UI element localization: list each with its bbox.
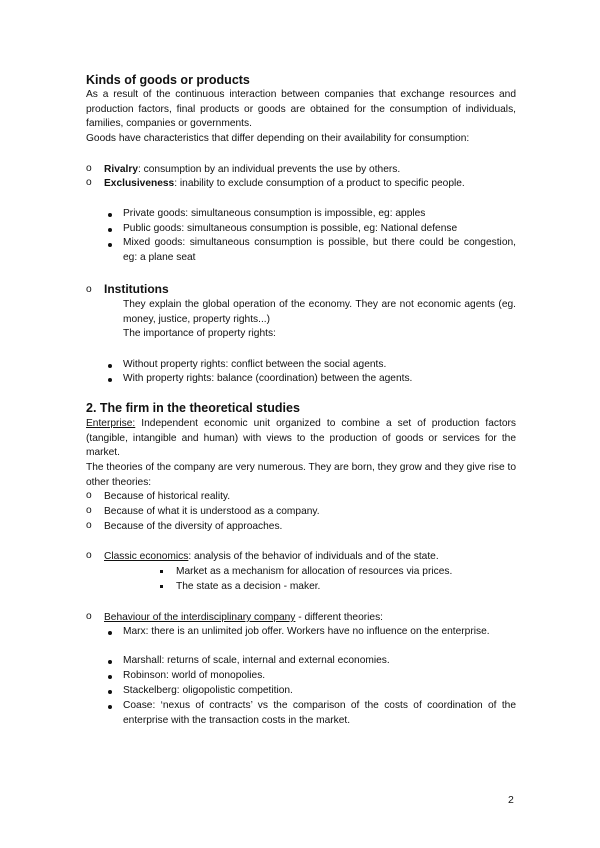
circle-bullet-icon: o (86, 284, 92, 295)
bullet-icon (108, 378, 112, 382)
behaviour-line: Behaviour of the interdisciplinary company - different theories: (104, 612, 383, 623)
goods-intro-paragraph-2: Goods have characteristics that differ depending on their availability for consumption: (86, 133, 470, 144)
classic-item: Market as a mechanism for allocation of resources via prices. (176, 566, 453, 577)
theorist-robinson: Robinson: world of monopolies. (123, 670, 266, 681)
section-title-firm: 2. The firm in the theoretical studies (86, 401, 300, 415)
theorist-marx: Marx: there is an unlimited job offer. Workers have no influence on the enterprise. (123, 626, 490, 637)
circle-bullet-icon: o (86, 177, 92, 188)
section-title-goods: Kinds of goods or products (86, 73, 250, 87)
reason-item: Because of the diversity of approaches. (104, 521, 283, 532)
theorist-coase: Coase: ‘nexus of contracts’ vs the comparison of the costs of coordination of the enterprise with the transaction costs in the market. (123, 700, 516, 726)
reason-item: Because of historical reality. (104, 491, 231, 502)
bullet-icon (108, 243, 112, 247)
institutions-paragraph-2: The importance of property rights: (123, 328, 276, 339)
institutions-title: Institutions (104, 282, 169, 296)
bullet-icon (108, 690, 112, 694)
institutions-item-with: With property rights: balance (coordination) between the agents. (123, 373, 413, 384)
bullet-icon (108, 660, 112, 664)
square-bullet-icon (160, 585, 163, 588)
bullet-icon (108, 213, 112, 217)
property-exclusiveness: Exclusiveness: inability to exclude consumption of a product to specific people. (104, 178, 465, 189)
bullet-icon (108, 631, 112, 635)
theorist-marshall: Marshall: returns of scale, internal and external economies. (123, 655, 390, 666)
institutions-item-without: Without property rights: conflict between the social agents. (123, 359, 387, 370)
circle-bullet-icon: o (86, 550, 92, 561)
circle-bullet-icon: o (86, 520, 92, 531)
enterprise-definition: Enterprise: Independent economic unit organized to combine a set of production factors (tangible, intangible and human) with views to the production of goods or services for the market. (86, 418, 516, 459)
institutions-paragraph: They explain the global operation of the economy. They are not economic agents (eg. money, justice, property rights...) (123, 299, 516, 325)
page-number: 2 (508, 794, 514, 806)
bullet-icon (108, 705, 112, 709)
classic-item: The state as a decision - maker. (176, 581, 321, 592)
goods-item-public: Public goods: simultaneous consumption is possible, eg: National defense (123, 223, 458, 234)
property-rivalry: Rivalry: consumption by an individual prevents the use by others. (104, 164, 401, 175)
circle-bullet-icon: o (86, 163, 92, 174)
reason-item: Because of what it is understood as a company. (104, 506, 320, 517)
goods-item-private: Private goods: simultaneous consumption is impossible, eg: apples (123, 208, 426, 219)
bullet-icon (108, 675, 112, 679)
goods-intro-paragraph: As a result of the continuous interaction between companies that exchange resources and production factors, final products or goods are obtained for the consumption of individuals, families, companies or governments. (86, 89, 516, 130)
circle-bullet-icon: o (86, 611, 92, 622)
circle-bullet-icon: o (86, 505, 92, 516)
theorist-stackelberg: Stackelberg: oligopolistic competition. (123, 685, 293, 696)
theories-paragraph: The theories of the company are very numerous. They are born, they grow and they give rise to other theories: (86, 462, 516, 488)
bullet-icon (108, 364, 112, 368)
square-bullet-icon (160, 570, 163, 573)
goods-item-mixed: Mixed goods: simultaneous consumption is possible, but there could be congestion, eg: a plane seat (123, 237, 516, 263)
classic-economics-line: Classic economics: analysis of the behavior of individuals and of the state. (104, 551, 439, 562)
circle-bullet-icon: o (86, 490, 92, 501)
bullet-icon (108, 228, 112, 232)
